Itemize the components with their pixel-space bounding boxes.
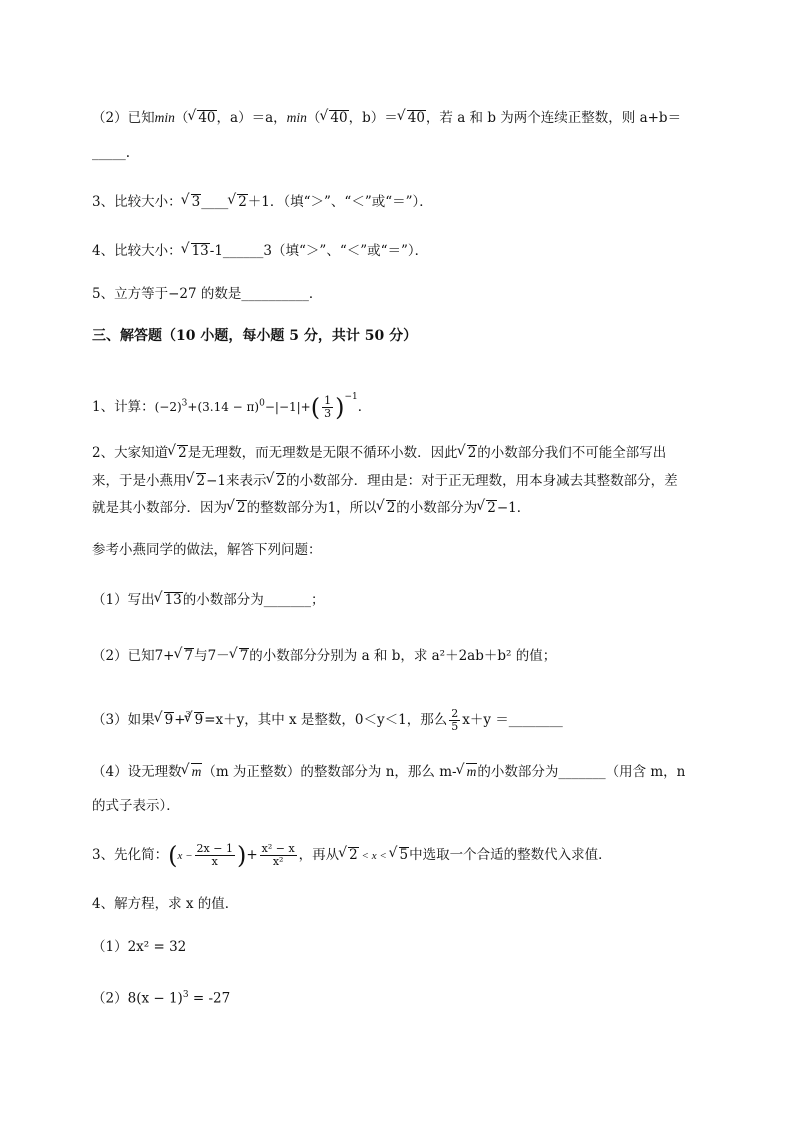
section-heading	[92, 326, 734, 346]
text: （1）写出	[92, 592, 155, 608]
text: （1）2x² = 32	[92, 939, 187, 955]
sub-question-1	[92, 590, 734, 610]
sqrt-2: √ 2	[168, 443, 188, 463]
expr: +	[246, 847, 258, 863]
cube-root-9: √ 9	[185, 705, 205, 735]
sqrt-2: √ 2	[187, 471, 207, 491]
sqrt-5: √ 5	[390, 840, 410, 870]
fraction-two-fifths: $\frac{2}{5}$	[451, 707, 459, 733]
text: ．	[357, 399, 372, 415]
exponent: 3	[182, 990, 189, 1000]
text: ＋1．（填“＞”、“＜”或“＝”）．	[247, 194, 433, 210]
paren: (	[310, 393, 321, 422]
fraction-one-third: $\frac{1}{3}$	[324, 394, 332, 420]
text: 4、比较大小：	[92, 243, 182, 259]
text: （m 为正整数）的整数部分为 n，那么 m-	[202, 764, 457, 780]
min-function: min	[154, 110, 175, 125]
sqrt-2: √ 2	[339, 840, 359, 870]
text: 的小数部分分别为 a 和 b，求 a²＋2ab＋b² 的值；	[249, 648, 557, 664]
sqrt-m: √ m	[457, 762, 478, 782]
text: 1、计算：	[92, 399, 155, 415]
text: 的小数部分为_______；	[182, 592, 325, 608]
sqrt-40: √ 40	[320, 108, 348, 128]
text: （2）8	[92, 990, 137, 1007]
text: −1来表示	[206, 473, 267, 489]
text: （4）设无理数	[92, 764, 182, 780]
min-function: min	[286, 110, 307, 125]
expr: −|−1|+	[264, 400, 311, 414]
text: （3）如果	[92, 712, 155, 728]
sub-question-4-line2	[92, 796, 734, 816]
solve-question-4	[92, 894, 734, 914]
text: （	[174, 110, 189, 126]
text: （2）已知	[92, 110, 155, 126]
sqrt-m: √ m	[182, 762, 203, 782]
solve-question-2-line2	[92, 471, 734, 491]
sqrt-7: √ 7	[175, 646, 195, 666]
text: 5、立方等于−27 的数是__________．	[92, 286, 323, 302]
text: （	[306, 110, 321, 126]
sqrt-2: √ 2	[267, 471, 287, 491]
answer-blank	[92, 143, 734, 163]
fraction: $\frac{\text{x² − x}}{\text{x²}}$	[261, 842, 295, 868]
expr: (x − 1)	[136, 990, 183, 1007]
text: 是无理数，而无理数是无限不循环小数．因此	[187, 445, 458, 461]
text: 的小数部分为	[396, 500, 478, 516]
text: 中选取一个合适的整数代入求值．	[409, 847, 612, 863]
text: -1______3（填“＞”、“＜”或“＝”）．	[209, 243, 429, 259]
sqrt-2: √ 2	[228, 192, 248, 212]
text: ，b）＝	[348, 110, 398, 126]
compare-question-4	[92, 241, 734, 261]
text: 与7－	[194, 648, 230, 664]
text: +	[174, 712, 186, 728]
sqrt-7: √ 7	[230, 646, 250, 666]
solve-question-2-line3	[92, 498, 734, 518]
expr: x −	[177, 850, 193, 862]
equation-2	[92, 985, 734, 1009]
blank: _____.	[92, 145, 131, 161]
text: 的小数部分．理由是：对于正无理数，用本身减去其整数部分，差	[286, 473, 678, 489]
solve-question-1	[92, 383, 734, 422]
expr: +(3.14 − π)	[187, 400, 260, 414]
exponent: −1	[344, 392, 358, 402]
expr: = -27	[188, 990, 231, 1007]
inequality: < x <	[358, 850, 390, 862]
paren: )	[236, 841, 247, 870]
text: 的小数部分为_______（用含 m，n	[477, 764, 686, 780]
text: ，再从	[298, 847, 340, 863]
blank: ____	[201, 194, 229, 210]
sqrt-13: √ 13	[155, 590, 183, 610]
sqrt-2: √ 2	[458, 443, 478, 463]
sqrt-2: √ 2	[377, 498, 397, 518]
text: 3、比较大小：	[92, 194, 182, 210]
text: =x＋y，其中 x 是整数，0＜y＜1，那么	[204, 712, 448, 728]
text: 3、先化简：	[92, 847, 169, 863]
solve-question-2-line1	[92, 443, 734, 463]
text: 的整数部分为1，所以	[246, 500, 377, 516]
sqrt-2: √ 2	[477, 498, 497, 518]
exponent: 0	[259, 398, 265, 409]
sqrt-13: √ 13	[182, 241, 210, 261]
cube-root-index: 3	[185, 710, 191, 719]
paren: )	[335, 393, 345, 422]
sqrt-40: √ 40	[188, 108, 216, 128]
text: 就是其小数部分．因为	[92, 500, 227, 516]
solve-question-3	[92, 840, 734, 870]
exponent: 3	[181, 398, 188, 409]
fraction: $\frac{2x - 1}{x}$	[196, 842, 233, 868]
sqrt-2: √ 2	[227, 498, 247, 518]
sub-question-4-line1	[92, 762, 734, 782]
text: 参考小燕同学的做法，解答下列问题：	[92, 542, 322, 558]
text: ，a）＝a，	[216, 110, 287, 126]
question-2-min-line	[92, 108, 734, 128]
text: （2）已知7+	[92, 648, 175, 664]
sqrt-3: √ 3	[182, 192, 202, 212]
cube-root-question-5	[92, 284, 734, 304]
text: 2、大家知道	[92, 445, 169, 461]
expr: (−2)	[154, 400, 182, 414]
sqrt-9: √ 9	[155, 705, 175, 735]
instruction-line	[92, 540, 734, 560]
heading-text: 三、解答题（10 小题，每小题 5 分，共计 50 分）	[92, 328, 418, 344]
sub-question-3	[92, 700, 734, 733]
equation-1	[92, 937, 734, 957]
sqrt-40: √ 40	[398, 108, 426, 128]
text: x＋y ＝________	[462, 712, 563, 728]
compare-question-3	[92, 192, 734, 212]
sub-question-2	[92, 646, 734, 666]
text: 来，于是小燕用	[92, 473, 187, 489]
paren: (	[168, 841, 178, 870]
text: ，若 a 和 b 为两个连续正整数，则 a+b＝	[425, 110, 682, 126]
text: 的式子表示）．	[92, 798, 180, 814]
text: 的小数部分我们不可能全部写出	[477, 445, 667, 461]
text: −1．	[496, 500, 531, 516]
text: 4、解方程，求 x 的值．	[92, 896, 239, 912]
